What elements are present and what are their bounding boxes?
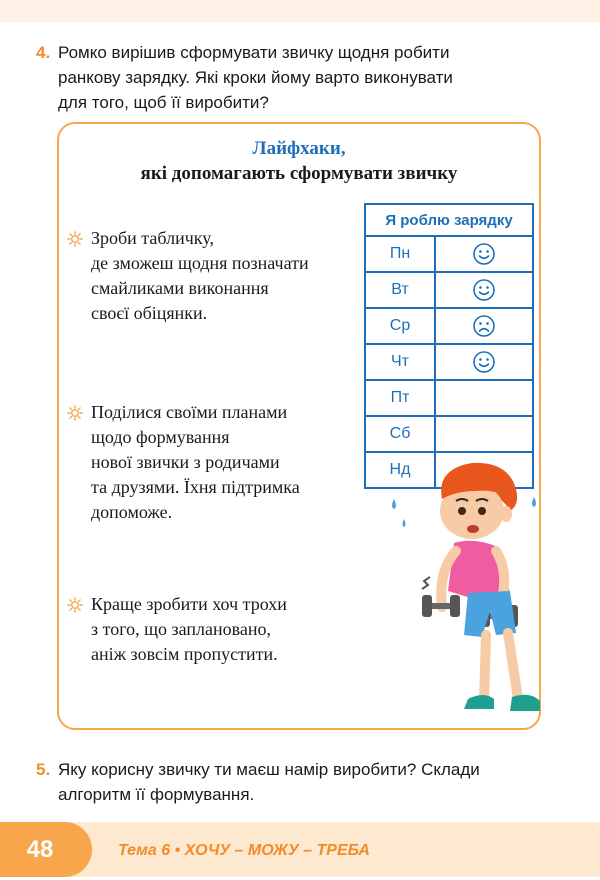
- page-number-tab: [0, 822, 92, 877]
- tip-line: з того, що заплановано,: [91, 619, 272, 639]
- mood-cell: [435, 380, 533, 416]
- task-5-text: [58, 757, 558, 807]
- task-5: [36, 757, 558, 807]
- panel-title: [59, 136, 539, 186]
- habit-table-header: Я роблю зарядку: [365, 204, 533, 236]
- tip-item: [67, 592, 347, 667]
- day-cell: Чт: [365, 344, 435, 380]
- task-4-line: Ромко вирішив сформувати звичку щодня робити: [58, 43, 450, 62]
- habit-tracker-table: [364, 203, 534, 489]
- day-cell: Ср: [365, 308, 435, 344]
- panel-title-line-2: які допомагають сформувати звичку: [140, 163, 458, 184]
- page-footer: [0, 822, 600, 877]
- mood-cell: [435, 272, 533, 308]
- tip-line: аніж зовсім пропустити.: [91, 644, 278, 664]
- sun-icon: [67, 231, 83, 247]
- task-4-line: для того, щоб її виробити?: [58, 93, 269, 112]
- habit-table-row: [365, 272, 533, 308]
- mood-cell: [435, 416, 533, 452]
- habit-table-row: [365, 416, 533, 452]
- day-cell: Пн: [365, 236, 435, 272]
- mood-cell: [435, 236, 533, 272]
- tip-text: [91, 226, 347, 326]
- tip-line: щодо формування: [91, 427, 230, 447]
- tip-item: [67, 400, 347, 525]
- tip-item: [67, 226, 347, 326]
- smiley-happy-icon: [472, 278, 496, 302]
- task-4-line: ранкову зарядку. Які кроки йому варто виконувати: [58, 68, 453, 87]
- task-5-line: алгоритм її формування.: [58, 785, 255, 804]
- tip-line: допоможе.: [91, 502, 173, 522]
- smiley-sad-icon: [472, 314, 496, 338]
- panel-title-line-1: Лайфхаки,: [252, 138, 346, 159]
- tip-line: де зможеш щодня позначати: [91, 253, 309, 273]
- tip-text: [91, 592, 347, 667]
- tip-line: нової звички з родичами: [91, 452, 280, 472]
- mood-cell: [435, 308, 533, 344]
- habit-table-row: [365, 344, 533, 380]
- tip-line: своєї обіцянки.: [91, 303, 208, 323]
- smiley-happy-icon: [472, 350, 496, 374]
- task-4-number: 4.: [36, 43, 51, 62]
- tip-line: та друзями. Їхня підтримка: [91, 477, 300, 497]
- task-4-text: [58, 40, 558, 115]
- smiley-happy-icon: [472, 242, 496, 266]
- mood-cell: [435, 344, 533, 380]
- task-5-number: 5.: [36, 760, 51, 779]
- task-5-line: Яку корисну звичку ти маєш намір виробити? Склади: [58, 760, 480, 779]
- day-cell: Пт: [365, 380, 435, 416]
- day-cell: Сб: [365, 416, 435, 452]
- day-cell: Нд: [365, 452, 435, 488]
- top-strip: [0, 0, 600, 22]
- theme-label: Тема 6 • ХОЧУ – МОЖУ – ТРЕБА: [118, 842, 370, 859]
- boy-exercising-illustration: [384, 459, 544, 724]
- page-number: 48: [26, 836, 54, 863]
- lifehacks-panel: [57, 122, 541, 730]
- sun-icon: [67, 597, 83, 613]
- habit-table-row: [365, 380, 533, 416]
- sun-icon: [67, 405, 83, 421]
- tip-line: смайликами виконання: [91, 278, 269, 298]
- tip-line: Поділися своїми планами: [91, 402, 288, 422]
- tip-line: Зроби табличку,: [91, 228, 214, 248]
- tip-text: [91, 400, 347, 525]
- habit-table-row: [365, 236, 533, 272]
- tip-line: Краще зробити хоч трохи: [91, 594, 287, 614]
- habit-table-row: [365, 308, 533, 344]
- day-cell: Вт: [365, 272, 435, 308]
- task-4: [36, 40, 558, 115]
